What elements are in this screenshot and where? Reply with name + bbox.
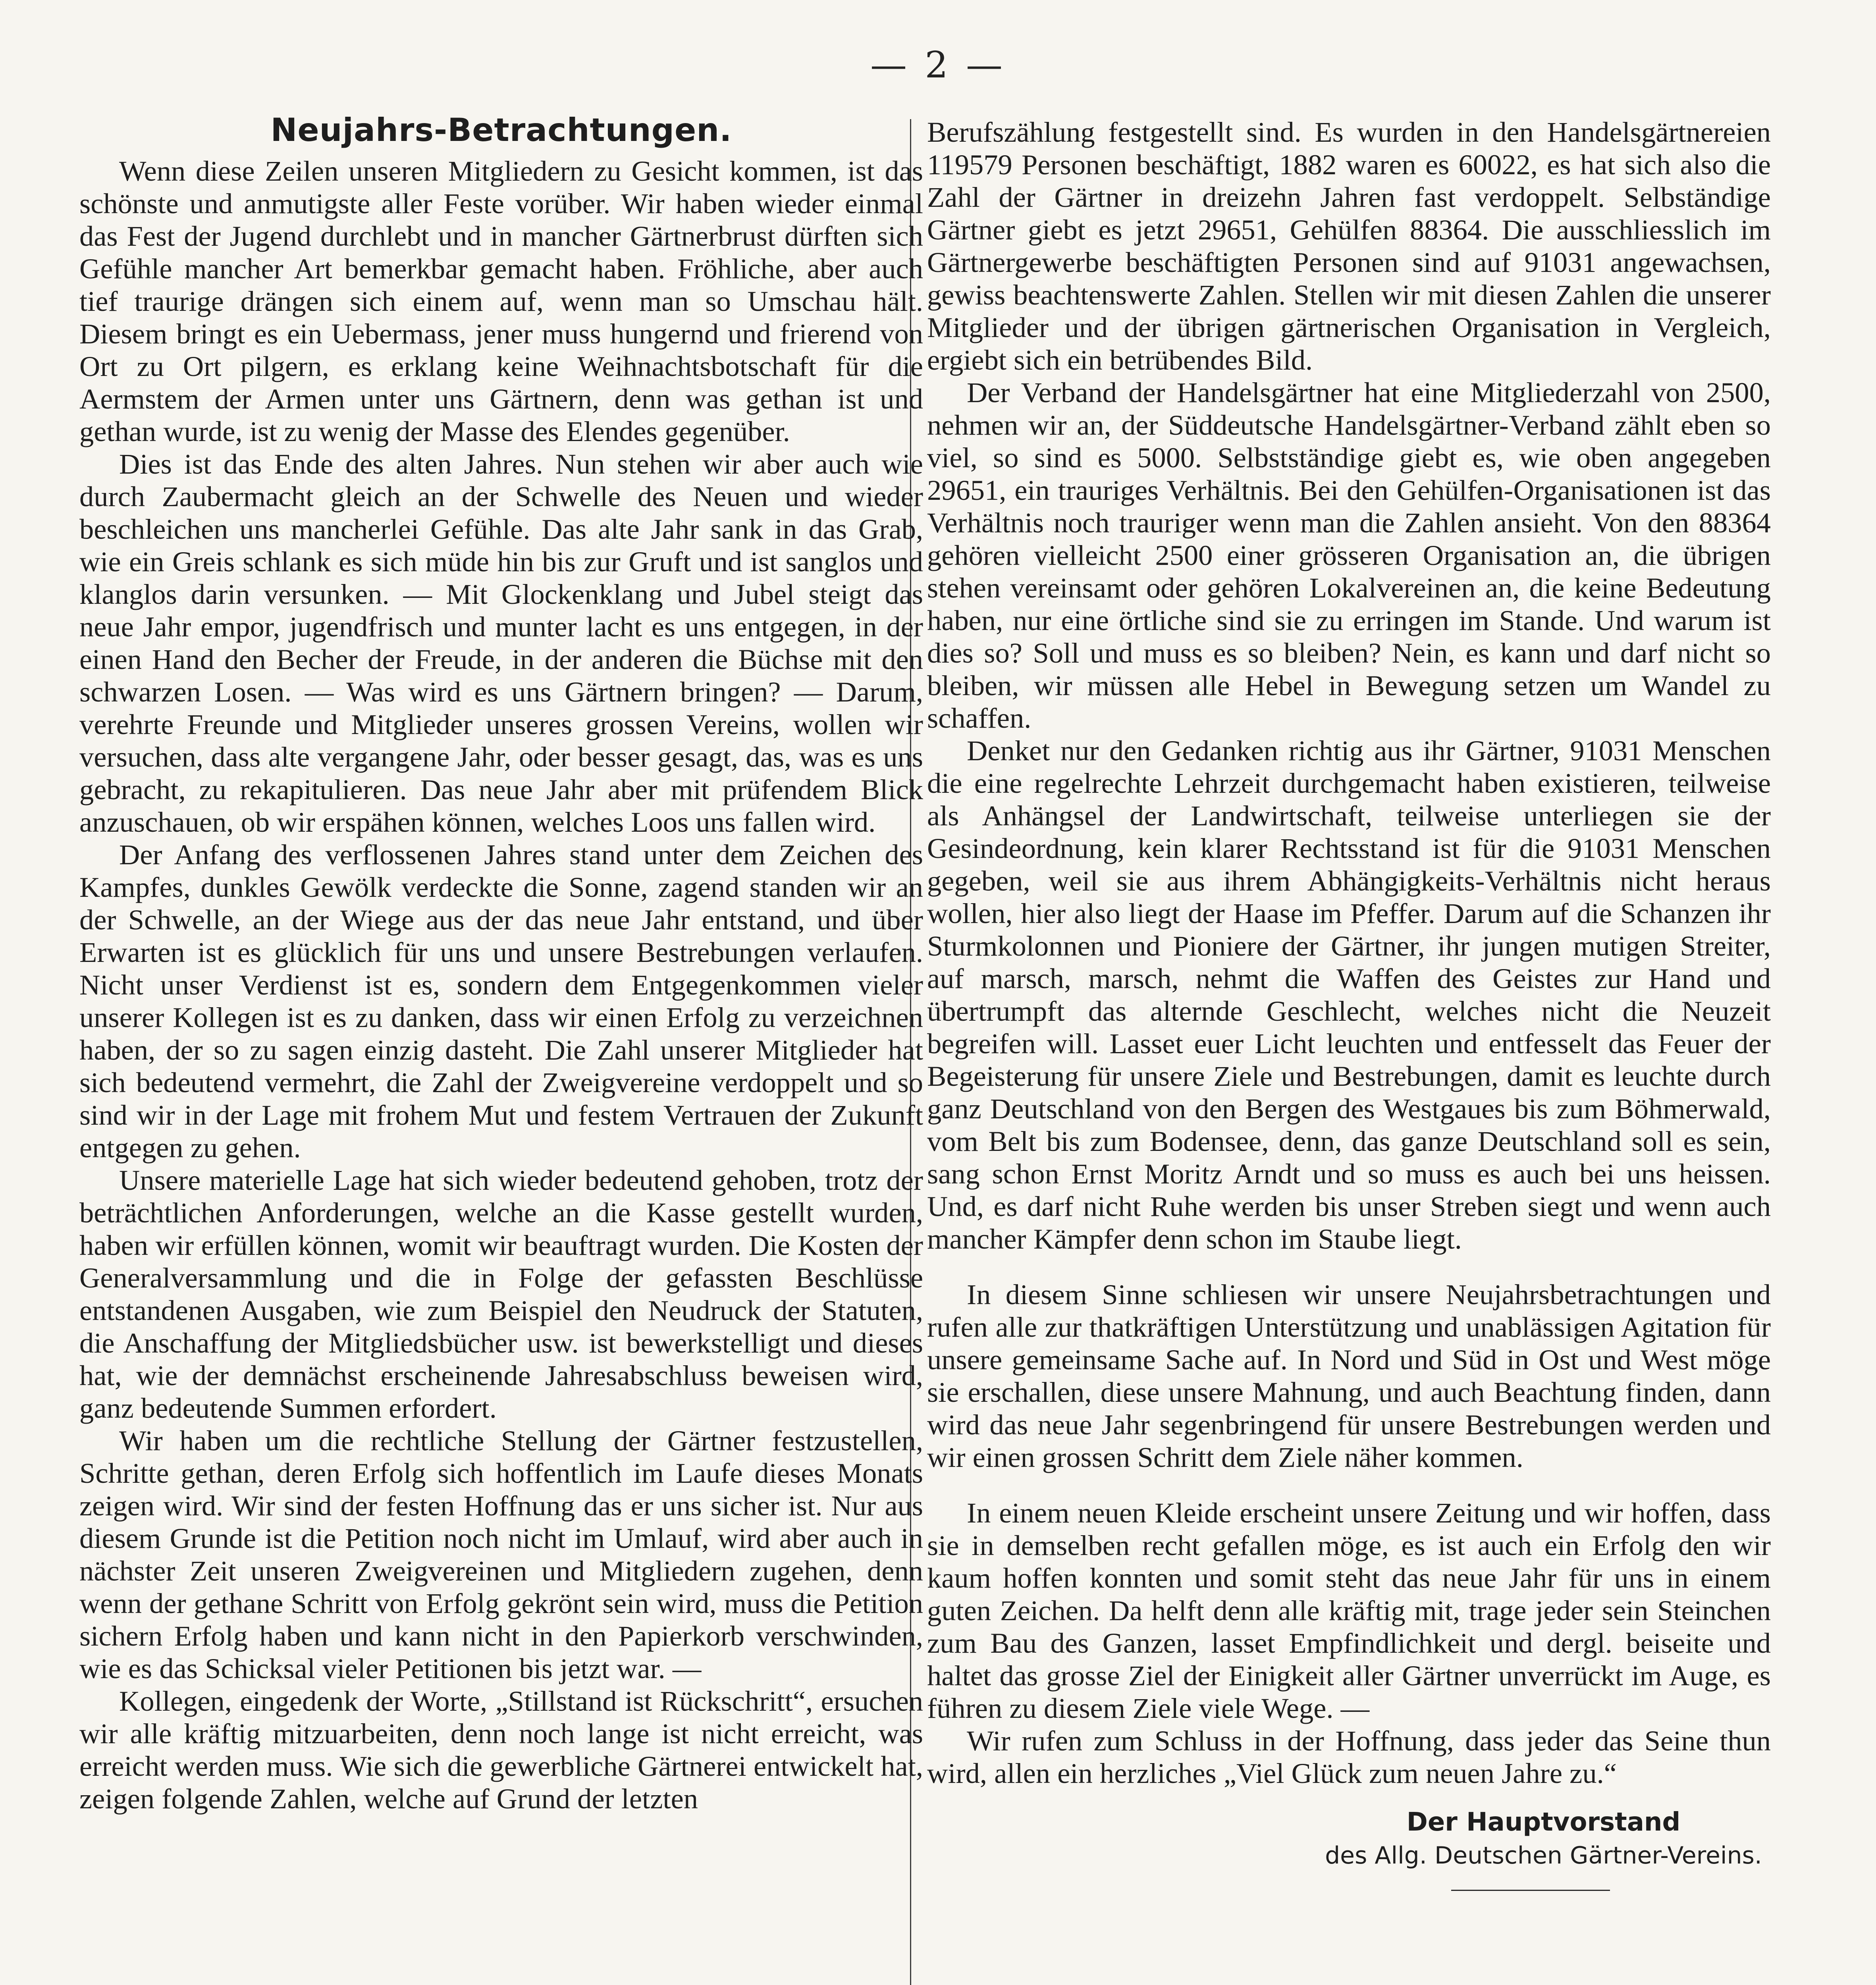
article-paragraph: Der Anfang des verflossenen Jahres stand unter dem Zeichen des Kampfes, dunkles Gewölk verdeckte die Sonne, zagend standen wir an der Schwelle, an der Wiege aus der das neue Jahr entstand, und über Erwarten ist es glücklich für uns und unsere Bestrebungen verlaufen. Nicht unser Verdienst ist es, sondern dem Entgegenkommen vieler unserer Kollegen ist es zu danken, dass wir einen Erfolg zu verzeichnen haben, der so zu sagen einzig dasteht. Die Zahl unserer Mitglieder hat sich bedeutend vermehrt, die Zahl der Zweigvereine verdoppelt und so sind wir in der Lage mit frohem Mut und festem Vertrauen der Zukunft entgegen zu gehen. bbox=[79, 838, 923, 1164]
article-paragraph: Wir rufen zum Schluss in der Hoffnung, dass jeder das Seine thun wird, allen ein herzliches „Viel Glück zum neuen Jahre zu.“ bbox=[927, 1725, 1771, 1789]
right-column bbox=[927, 116, 1771, 1891]
article-paragraph: Unsere materielle Lage hat sich wieder bedeutend gehoben, trotz der beträchtlichen Anforderungen, welche an die Kasse gestellt wurden, haben wir erfüllen können, womit wir beauftragt wurden. Die Kosten der Generalversammlung und die in Folge der gefassten Beschlüsse entstandenen Ausgaben, wie zum Beispiel den Neudruck der Statuten, die Anschaffung der Mitgliedsbücher usw. ist bewerkstelligt und dieses hat, wie der demnächst erscheinende Jahresabschluss beweisen wird, ganz bedeutende Summen erfordert. bbox=[79, 1164, 923, 1424]
article-paragraph: Wenn diese Zeilen unseren Mitgliedern zu Gesicht kommen, ist das schönste und anmutigste aller Feste vorüber. Wir haben wieder einmal das Fest der Jugend durchlebt und in mancher Gärtnerbrust dürften sich Gefühle mancher Art bemerkbar gemacht haben. Fröhliche, aber auch tief traurige drängen sich einem auf, wenn man so Umschau hält. Diesem bringt es ein Uebermass, jener muss hungernd und frierend von Ort zu Ort pilgern, es erklang keine Weihnachtsbotschaft für die Aermstem der Armen unter uns Gärtnern, denn was gethan ist und gethan wurde, ist zu wenig der Masse des Elendes gegenüber. bbox=[79, 155, 923, 447]
article-heading: Neujahrs-Betrachtungen. bbox=[270, 112, 732, 148]
article-paragraph: In einem neuen Kleide erscheint unsere Zeitung und wir hoffen, dass sie in demselben recht gefallen möge, es ist auch ein Erfolg den wir kaum hoffen konnten und somit steht das neue Jahr für uns in einem guten Zeichen. Da helft denn alle kräftig mit, trage jeder sein Steinchen zum Bau des Ganzen, lasset Empfindlichkeit und dergl. beiseite und haltet das grosse Ziel der Einigkeit aller Gärtner unverrückt im Auge, es führen zu diesem Ziele viele Wege. — bbox=[927, 1497, 1771, 1724]
article-paragraph: In diesem Sinne schliesen wir unsere Neujahrsbetrachtungen und rufen alle zur thatkräftigen Unterstützung und unablässigen Agitation für unsere gemeinsame Sache auf. In Nord und Süd in Ost und West möge sie erschallen, diese unsere Mahnung, und auch Beachtung finden, dann wird das neue Jahr segenbringend für unsere Bestrebungen werden und wir einen grossen Schritt dem Ziele näher kommen. bbox=[927, 1278, 1771, 1473]
signature-organization: Der Hauptvorstand bbox=[1406, 1808, 1681, 1837]
page-number: — 2 — bbox=[870, 44, 1006, 86]
signature-block bbox=[927, 1806, 1771, 1872]
article-paragraph: Kollegen, eingedenk der Worte, „Stillstand ist Rückschritt“, ersuchen wir alle kräftig mitzuarbeiten, denn noch lange ist nicht erreicht, was erreicht werden muss. Wie sich die gewerbliche Gärtnerei entwickelt hat, zeigen folgende Zahlen, welche auf Grund der letzten bbox=[79, 1685, 923, 1815]
article-paragraph: Dies ist das Ende des alten Jahres. Nun stehen wir aber auch wie durch Zaubermacht gleich an der Schwelle des Neuen und wieder beschleichen uns mancherlei Gefühle. Das alte Jahr sank in das Grab, wie ein Greis schlank es sich müde hin bis zur Gruft und ist sanglos und klanglos darin versunken. — Mit Glockenklang und Jubel steigt das neue Jahr empor, jugendfrisch und munter lacht es uns entgegen, in der einen Hand den Becher der Freude, in der anderen die Büchse mit den schwarzen Losen. — Was wird es uns Gärtnern bringen? — Darum, verehrte Freunde und Mitglieder unseres grossen Vereins, wollen wir versuchen, dass alte vergangene Jahr, oder besser gesagt, das, was es uns gebracht, zu rekapitulieren. Das neue Jahr aber mit prüfendem Blick anzuschauen, ob wir erspähen können, welches Loos uns fallen wird. bbox=[79, 448, 923, 838]
end-rule bbox=[1451, 1890, 1610, 1891]
article-paragraph: Wir haben um die rechtliche Stellung der Gärtner festzustellen, Schritte gethan, deren Erfolg sich hoffentlich im Laufe dieses Monats zeigen wird. Wir sind der festen Hoffnung das er uns sicher ist. Nur aus diesem Grunde ist die Petition noch nicht im Umlauf, wird aber auch in nächster Zeit unseren Zweigvereinen und Mitgliedern zugehen, denn wenn der gethane Schritt von Erfolg gekrönt sein wird, muss die Petition sichern Erfolg haben und kann nicht in den Papierkorb verschwinden, wie es das Schicksal vieler Petitionen bis jetzt war. — bbox=[79, 1424, 923, 1684]
article-paragraph: Denket nur den Gedanken richtig aus ihr Gärtner, 91031 Menschen die eine regelrechte Lehrzeit durchgemacht haben existieren, teilweise als Anhängsel der Landwirtschaft, teilweise unterliegen sie der Gesindeordnung, kein klarer Rechtsstand ist für die 91031 Menschen gegeben, weil sie aus ihrem Abhängigkeits-Verhältnis nicht heraus wollen, hier also liegt der Haase im Pfeffer. Darum auf die Schanzen ihr Sturmkolonnen und Pioniere der Gärtner, ihr jungen mutigen Streiter, auf marsch, marsch, nehmt die Waffen des Geistes zur Hand und übertrumpft das alternde Geschlecht, welches nicht die Neuzeit begreifen will. Lasset euer Licht leuchten und entfesselt das Feuer der Begeisterung für unsere Ziele und Bestrebungen, damit es leuchte durch ganz Deutschland von den Bergen des Westgaues bis zum Böhmerwald, vom Belt bis zum Bodensee, denn, das ganze Deutschland soll es sein, sang schon Ernst Moritz Arndt und so muss es auch bei uns heissen. Und, es darf nicht Ruhe werden bis unser Streben siegt und wenn auch mancher Kämpfer denn schon im Staube liegt. bbox=[927, 734, 1771, 1255]
left-column bbox=[79, 111, 923, 1815]
article-paragraph-continued: Berufszählung festgestellt sind. Es wurden in den Handelsgärtnereien 119579 Personen beschäftigt, 1882 waren es 60022, es hat sich also die Zahl der Gärtner in dreizehn Jahren fast verdoppelt. Selbständige Gärtner giebt es jetzt 29651, Gehülfen 88364. Die ausschliesslich im Gärtnergewerbe beschäftigten Personen sind auf 91031 angewachsen, gewiss beachtenswerte Zahlen. Stellen wir mit diesen Zahlen die unserer Mitglieder und der übrigen gärtnerischen Organisation in Vergleich, ergiebt sich ein betrübendes Bild. bbox=[927, 116, 1771, 376]
signature-subtitle: des Allg. Deutschen Gärtner-Vereins. bbox=[1325, 1842, 1762, 1869]
article-paragraph: Der Verband der Handelsgärtner hat eine Mitgliederzahl von 2500, nehmen wir an, der Süddeutsche Handelsgärtner-Verband zählt eben so viel, so sind es 5000. Selbstständige giebt es, wie oben angegeben 29651, ein trauriges Verhältnis. Bei den Gehülfen-Organisationen ist das Verhältnis noch trauriger wenn man die Zahlen ansieht. Von den 88364 gehören vielleicht 2500 einer grösseren Organisation an, die übrigen stehen vereinsamt oder gehören Lokalvereinen an, die keine Bedeutung haben, nur eine örtliche sind sie zu erringen im Stande. Und warum ist dies so? Soll und muss es so bleiben? Nein, es kann und darf nicht so bleiben, wir müssen alle Hebel in Bewegung setzen um Wandel zu schaffen. bbox=[927, 376, 1771, 734]
